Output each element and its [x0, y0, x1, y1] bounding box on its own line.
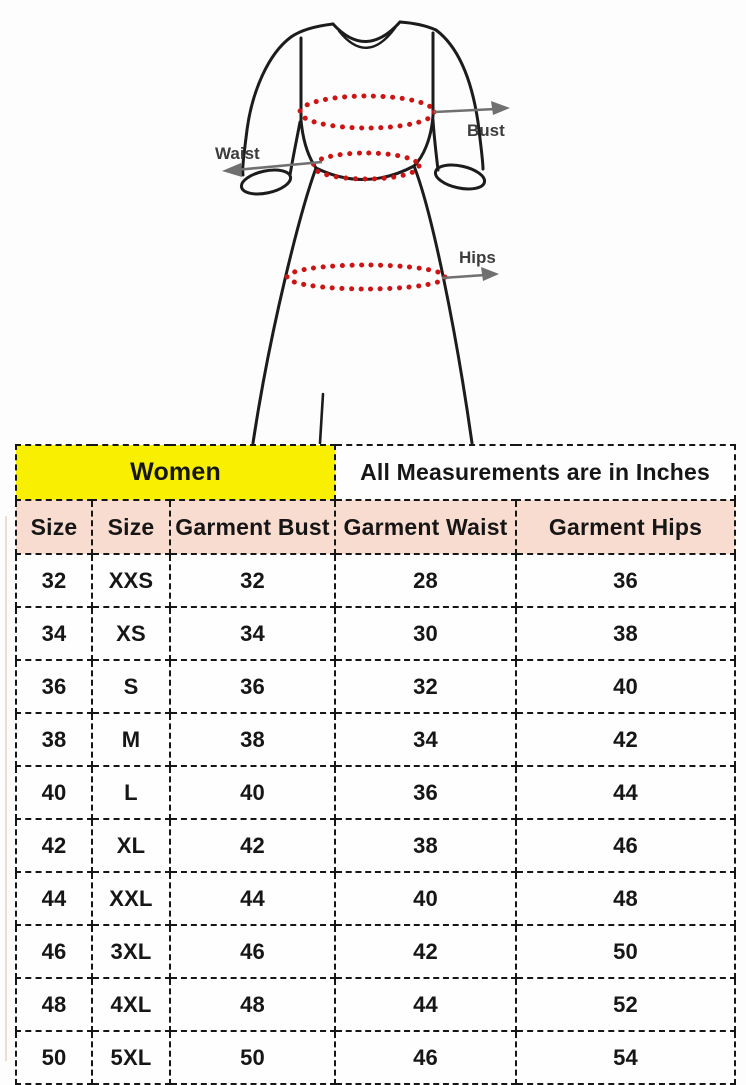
skirt-left-line — [253, 168, 316, 443]
cell-bust: 48 — [170, 978, 335, 1031]
bust-arrow-line — [434, 109, 496, 112]
hips-arrow-line — [442, 275, 485, 278]
cell-bust: 38 — [170, 713, 335, 766]
hips-arrowhead-icon — [481, 267, 499, 281]
cell-size-numeric: 32 — [16, 554, 92, 607]
size-row-4xl — [16, 978, 735, 1031]
cell-hips: 48 — [516, 872, 735, 925]
cell-size-alpha: XXS — [92, 554, 170, 607]
bust-arrowhead-icon — [491, 101, 510, 115]
size-row-3xl — [16, 925, 735, 978]
bodice-right-line — [414, 33, 433, 166]
cell-hips: 52 — [516, 978, 735, 1031]
right-sleeve-inner — [433, 120, 438, 170]
cell-size-alpha: 4XL — [92, 978, 170, 1031]
size-row-xl — [16, 819, 735, 872]
cell-size-alpha: M — [92, 713, 170, 766]
size-row-m — [16, 713, 735, 766]
cell-bust: 46 — [170, 925, 335, 978]
right-sleeve-outer — [436, 30, 483, 169]
cell-size-numeric: 46 — [16, 925, 92, 978]
cell-size-alpha: S — [92, 660, 170, 713]
cell-bust: 44 — [170, 872, 335, 925]
cell-waist: 34 — [335, 713, 516, 766]
cell-size-numeric: 44 — [16, 872, 92, 925]
cell-waist: 46 — [335, 1031, 516, 1084]
cell-hips: 54 — [516, 1031, 735, 1084]
left-cuff — [239, 166, 292, 198]
measurement-diagram — [0, 0, 746, 444]
cell-waist: 38 — [335, 819, 516, 872]
bust-label: Bust — [467, 121, 505, 140]
hips-ellipse — [287, 265, 445, 289]
skirt-slit-line — [320, 394, 323, 443]
bust-ellipse — [300, 96, 434, 128]
column-header-garment-bust: Garment Bust — [170, 500, 335, 554]
right-shoulder-line — [400, 22, 436, 30]
cell-size-numeric: 34 — [16, 607, 92, 660]
cell-size-alpha: XXL — [92, 872, 170, 925]
hips-label: Hips — [459, 248, 496, 267]
dress-outline — [239, 22, 486, 443]
scan-artifact-line — [5, 516, 7, 1061]
left-shoulder-line — [291, 24, 333, 37]
cell-size-alpha: 5XL — [92, 1031, 170, 1084]
table-title-row — [16, 445, 735, 500]
cell-waist: 44 — [335, 978, 516, 1031]
units-title-cell: All Measurements are in Inches — [335, 445, 735, 500]
cell-waist: 36 — [335, 766, 516, 819]
cell-bust: 40 — [170, 766, 335, 819]
right-cuff — [433, 161, 486, 193]
size-row-5xl — [16, 1031, 735, 1084]
cell-size-numeric: 38 — [16, 713, 92, 766]
size-row-s — [16, 660, 735, 713]
cell-waist: 30 — [335, 607, 516, 660]
cell-size-numeric: 36 — [16, 660, 92, 713]
size-chart-table — [15, 444, 736, 1085]
size-row-xs — [16, 607, 735, 660]
women-title-cell: Women — [16, 445, 335, 500]
column-header-size-alpha: Size — [92, 500, 170, 554]
collar-outer-line — [333, 22, 400, 42]
cell-size-numeric: 50 — [16, 1031, 92, 1084]
cell-size-alpha: 3XL — [92, 925, 170, 978]
cell-bust: 32 — [170, 554, 335, 607]
cell-waist: 28 — [335, 554, 516, 607]
left-sleeve-inner — [290, 122, 300, 175]
column-header-garment-waist: Garment Waist — [335, 500, 516, 554]
cell-size-numeric: 48 — [16, 978, 92, 1031]
cell-waist: 40 — [335, 872, 516, 925]
cell-bust: 50 — [170, 1031, 335, 1084]
cell-hips: 40 — [516, 660, 735, 713]
cell-hips: 46 — [516, 819, 735, 872]
column-header-garment-hips: Garment Hips — [516, 500, 735, 554]
cell-size-alpha: XS — [92, 607, 170, 660]
column-header-row — [16, 500, 735, 554]
cell-size-alpha: L — [92, 766, 170, 819]
skirt-right-line — [414, 166, 472, 443]
cell-waist: 42 — [335, 925, 516, 978]
cell-waist: 32 — [335, 660, 516, 713]
cell-hips: 38 — [516, 607, 735, 660]
size-row-l — [16, 766, 735, 819]
waist-ellipse — [313, 153, 419, 179]
cell-bust: 36 — [170, 660, 335, 713]
waist-label: Waist — [215, 144, 260, 163]
cell-hips: 44 — [516, 766, 735, 819]
cell-size-numeric: 40 — [16, 766, 92, 819]
cell-hips: 50 — [516, 925, 735, 978]
size-row-xxs — [16, 554, 735, 607]
cell-size-alpha: XL — [92, 819, 170, 872]
cell-bust: 34 — [170, 607, 335, 660]
column-header-size-numeric: Size — [16, 500, 92, 554]
cell-hips: 36 — [516, 554, 735, 607]
waist-arrowhead-icon — [222, 163, 242, 177]
dress-diagram-svg — [0, 0, 746, 444]
cell-hips: 42 — [516, 713, 735, 766]
cell-size-numeric: 42 — [16, 819, 92, 872]
cell-bust: 42 — [170, 819, 335, 872]
size-row-xxl — [16, 872, 735, 925]
